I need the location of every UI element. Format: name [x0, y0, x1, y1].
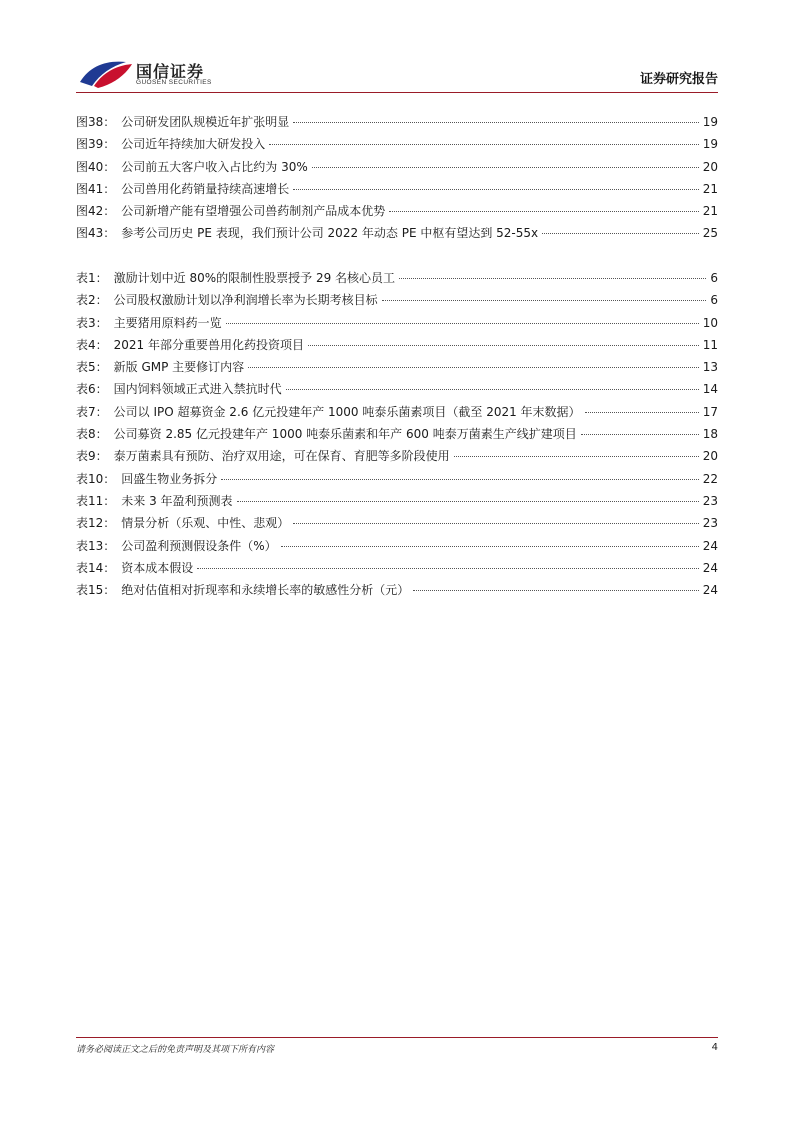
toc-entry-title: 主要猪用原料药一览 [113, 315, 222, 330]
toc-entry-label: 表5： [76, 360, 108, 375]
logo-text-cn: 国信证券 [136, 62, 205, 81]
guosen-logo [76, 56, 246, 90]
toc-entry[interactable] [76, 560, 718, 582]
toc-entry-page: 22 [702, 471, 718, 486]
dot-leader [542, 233, 699, 234]
toc-entry-label: 表10： [76, 471, 116, 486]
toc-entry-page: 20 [702, 159, 718, 174]
toc-entry[interactable] [76, 181, 718, 203]
dot-leader [308, 345, 699, 346]
toc-entry-label: 表11： [76, 493, 116, 508]
toc-entry[interactable] [76, 225, 718, 247]
toc-entry-page: 14 [702, 382, 718, 397]
toc-entry[interactable] [76, 315, 718, 337]
toc-entry-label: 图42： [76, 204, 116, 219]
toc-entry-label: 图43： [76, 226, 116, 241]
dot-leader [399, 278, 706, 279]
toc-entry-label: 表15： [76, 583, 116, 598]
toc-entry-title: 2021 年部分重要兽用化药投资项目 [113, 337, 304, 352]
toc-entry-page: 17 [702, 404, 718, 419]
toc-entry-page: 24 [702, 583, 718, 598]
toc-entry[interactable] [76, 114, 718, 136]
footer-disclaimer: 请务必阅读正文之后的免责声明及其项下所有内容 [76, 1045, 275, 1055]
toc-entry-title: 绝对估值相对折现率和永续增长率的敏感性分析（元） [121, 583, 410, 598]
toc-entry-title: 新版 GMP 主要修订内容 [113, 360, 245, 375]
toc-entry-label: 表7： [76, 404, 108, 419]
page-number: 4 [711, 1042, 718, 1053]
toc-entry[interactable] [76, 426, 718, 448]
table-list [76, 270, 718, 604]
dot-leader [581, 434, 699, 435]
toc-entry-title: 公司盈利预测假设条件（%） [121, 538, 277, 553]
dot-leader [585, 412, 699, 413]
toc-entry-page: 13 [702, 360, 718, 375]
toc-entry-title: 资本成本假设 [121, 560, 194, 575]
toc-entry-page: 19 [702, 137, 718, 152]
toc-entry-title: 公司近年持续加大研发投入 [121, 137, 266, 152]
toc-entry-title: 未来 3 年盈利预测表 [121, 493, 233, 508]
toc-entry-page: 6 [710, 271, 718, 285]
toc-entry-title: 公司兽用化药销量持续高速增长 [121, 181, 290, 196]
toc-entry-page: 23 [702, 516, 718, 531]
dot-leader [237, 501, 699, 502]
toc-entry[interactable] [76, 292, 718, 314]
toc-entry[interactable] [76, 359, 718, 381]
toc-entry[interactable] [76, 136, 718, 158]
dot-leader [293, 189, 698, 190]
page-header [76, 54, 718, 92]
toc-entry-label: 表12： [76, 516, 116, 531]
toc-entry-page: 25 [702, 226, 718, 241]
toc-entry-title: 激励计划中近 80%的限制性股票授予 29 名核心员工 [113, 271, 396, 285]
toc-entry-label: 图40： [76, 159, 116, 174]
toc-entry-page: 24 [702, 560, 718, 575]
dot-leader [389, 211, 698, 212]
toc-entry-page: 21 [702, 204, 718, 219]
toc-entry[interactable] [76, 448, 718, 470]
dot-leader [312, 167, 699, 168]
dot-leader [293, 523, 698, 524]
toc-entry-label: 表13： [76, 538, 116, 553]
toc-entry[interactable] [76, 159, 718, 181]
toc-entry-title: 泰万菌素具有预防、治疗双用途，可在保育、育肥等多阶段使用 [113, 449, 450, 464]
toc-entry-label: 表6： [76, 382, 108, 397]
toc-entry[interactable] [76, 493, 718, 515]
toc-entry-label: 表14： [76, 560, 116, 575]
toc-entry-title: 公司以 IPO 超募资金 2.6 亿元投建年产 1000 吨泰乐菌素项目（截至 2021 年末数据） [113, 404, 581, 419]
toc-entry[interactable] [76, 203, 718, 225]
toc-entry-label: 表2： [76, 293, 108, 308]
dot-leader [454, 456, 699, 457]
toc-entry-page: 19 [702, 115, 718, 129]
toc-entry-page: 10 [702, 315, 718, 330]
toc-entry[interactable] [76, 337, 718, 359]
report-type-title: 证券研究报告 [639, 72, 718, 87]
toc-entry-label: 图39： [76, 137, 116, 152]
toc-entry[interactable] [76, 381, 718, 403]
dot-leader [248, 367, 699, 368]
guosen-logo-mark-icon [76, 56, 134, 90]
toc-entry-label: 图38： [76, 115, 116, 129]
dot-leader [269, 144, 698, 145]
toc-entry-page: 23 [702, 493, 718, 508]
toc-entry-title: 公司前五大客户收入占比约为 30% [121, 159, 308, 174]
logo-text-en: GUOSEN SECURITIES [136, 79, 212, 86]
toc-entry-title: 参考公司历史 PE 表现，我们预计公司 2022 年动态 PE 中枢有望达到 52-55x [121, 226, 539, 241]
toc-entry[interactable] [76, 538, 718, 560]
toc-entry-label: 表3： [76, 315, 108, 330]
dot-leader [221, 479, 698, 480]
toc-entry[interactable] [76, 270, 718, 292]
header-divider [76, 92, 718, 93]
toc-entry-page: 20 [702, 449, 718, 464]
toc-entry-label: 表9： [76, 449, 108, 464]
toc-entry[interactable] [76, 515, 718, 537]
toc-entry[interactable] [76, 404, 718, 426]
toc-entry-title: 回盛生物业务拆分 [121, 471, 218, 486]
toc-entry[interactable] [76, 582, 718, 604]
toc-entry-page: 24 [702, 538, 718, 553]
dot-leader [413, 590, 698, 591]
dot-leader [382, 300, 707, 301]
figure-list [76, 114, 718, 248]
dot-leader [226, 323, 699, 324]
footer-divider [76, 1037, 718, 1038]
dot-leader [281, 546, 699, 547]
toc-entry-title: 公司募资 2.85 亿元投建年产 1000 吨泰乐菌素和年产 600 吨泰万菌素生产线扩建项目 [113, 427, 577, 442]
toc-entry-title: 公司股权激励计划以净利润增长率为长期考核目标 [113, 293, 378, 308]
dot-leader [293, 122, 698, 123]
toc-entry-title: 国内饲料领域正式进入禁抗时代 [113, 382, 282, 397]
toc-entry-label: 图41： [76, 181, 116, 196]
toc-entry-page: 6 [710, 293, 718, 308]
dot-leader [197, 568, 698, 569]
toc-entry-page: 11 [702, 337, 718, 352]
dot-leader [286, 389, 699, 390]
toc-entry-title: 公司研发团队规模近年扩张明显 [121, 115, 290, 129]
toc-entry-label: 表4： [76, 337, 108, 352]
toc-entry[interactable] [76, 471, 718, 493]
toc-entry-title: 情景分析（乐观、中性、悲观） [121, 516, 290, 531]
toc-entry-label: 表1： [76, 271, 108, 285]
toc-entry-page: 18 [702, 427, 718, 442]
toc-entry-page: 21 [702, 181, 718, 196]
toc-entry-title: 公司新增产能有望增强公司兽药制剂产品成本优势 [121, 204, 386, 219]
toc-entry-label: 表8： [76, 427, 108, 442]
